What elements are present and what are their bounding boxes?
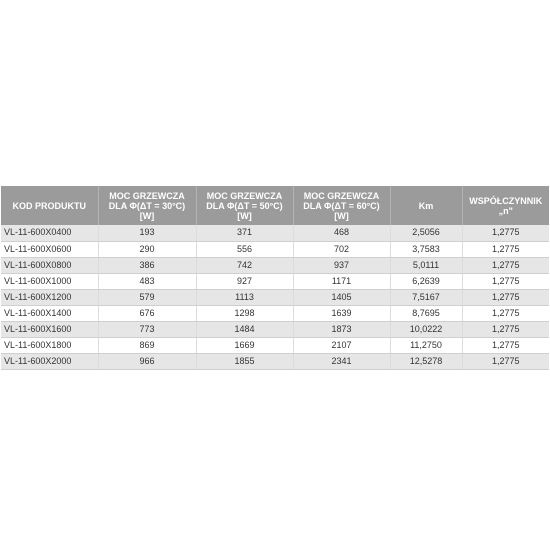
cell-km: 2,5056 [390, 225, 462, 241]
cell-coefficient-n: 1,2775 [462, 321, 549, 337]
table-row [1, 273, 549, 289]
cell-output-60: 2107 [293, 337, 390, 353]
table-row [1, 353, 549, 369]
header-row [1, 186, 549, 225]
cell-output-30: 966 [98, 353, 196, 369]
cell-output-60: 1405 [293, 289, 390, 305]
header-km [390, 186, 462, 225]
cell-km: 10,0222 [390, 321, 462, 337]
header-line: WSPÓŁCZYNNIK [469, 195, 543, 206]
cell-coefficient-n: 1,2775 [462, 225, 549, 241]
header-heat-output-30 [98, 186, 196, 225]
cell-km: 11,2750 [390, 337, 462, 353]
cell-output-50: 927 [196, 273, 293, 289]
cell-coefficient-n: 1,2775 [462, 257, 549, 273]
table-row [1, 289, 549, 305]
cell-output-30: 290 [98, 241, 196, 257]
header-line: „n" [498, 205, 513, 216]
cell-output-50: 1113 [196, 289, 293, 305]
cell-output-30: 193 [98, 225, 196, 241]
cell-output-60: 937 [293, 257, 390, 273]
cell-product-code: VL-11-600X0800 [1, 257, 98, 273]
cell-output-30: 386 [98, 257, 196, 273]
cell-product-code: VL-11-600X1000 [1, 273, 98, 289]
header-line: [W] [237, 210, 252, 221]
cell-output-50: 1669 [196, 337, 293, 353]
cell-product-code: VL-11-600X0400 [1, 225, 98, 241]
cell-output-60: 702 [293, 241, 390, 257]
cell-output-50: 1484 [196, 321, 293, 337]
cell-product-code: VL-11-600X1200 [1, 289, 98, 305]
cell-output-30: 773 [98, 321, 196, 337]
table-row [1, 305, 549, 321]
cell-coefficient-n: 1,2775 [462, 273, 549, 289]
product-spec-table [1, 186, 549, 370]
cell-km: 7,5167 [390, 289, 462, 305]
table-header [1, 186, 549, 225]
cell-product-code: VL-11-600X2000 [1, 353, 98, 369]
header-line: [W] [139, 210, 155, 221]
header-heat-output-60 [293, 186, 390, 225]
header-line: MOC GRZEWCZA [206, 190, 283, 201]
header-coefficient-n [462, 186, 549, 225]
header-line: MOC GRZEWCZA [303, 190, 380, 201]
cell-output-60: 468 [293, 225, 390, 241]
cell-output-30: 869 [98, 337, 196, 353]
header-line: KOD PRODUKTU [12, 200, 86, 211]
table-body [1, 225, 549, 369]
header-line: DLA Φ(ΔT = 60°C) [303, 200, 380, 211]
cell-product-code: VL-11-600X1800 [1, 337, 98, 353]
header-product-code [1, 186, 98, 225]
cell-output-60: 1171 [293, 273, 390, 289]
cell-coefficient-n: 1,2775 [462, 337, 549, 353]
cell-product-code: VL-11-600X1400 [1, 305, 98, 321]
cell-km: 3,7583 [390, 241, 462, 257]
table-row [1, 225, 549, 241]
cell-output-60: 2341 [293, 353, 390, 369]
cell-coefficient-n: 1,2775 [462, 289, 549, 305]
table-row [1, 257, 549, 273]
header-line: DLA Φ(ΔT = 50°C) [206, 200, 283, 211]
cell-km: 5,0111 [390, 257, 462, 273]
cell-km: 12,5278 [390, 353, 462, 369]
table-row [1, 321, 549, 337]
header-line: [W] [334, 210, 349, 221]
cell-output-60: 1873 [293, 321, 390, 337]
cell-output-30: 579 [98, 289, 196, 305]
cell-product-code: VL-11-600X0600 [1, 241, 98, 257]
cell-coefficient-n: 1,2775 [462, 305, 549, 321]
cell-output-50: 1298 [196, 305, 293, 321]
cell-product-code: VL-11-600X1600 [1, 321, 98, 337]
cell-output-50: 1855 [196, 353, 293, 369]
cell-km: 6,2639 [390, 273, 462, 289]
cell-km: 8,7695 [390, 305, 462, 321]
cell-output-50: 742 [196, 257, 293, 273]
cell-output-30: 676 [98, 305, 196, 321]
header-line: DLA Φ(ΔT = 30°C) [108, 200, 186, 211]
cell-coefficient-n: 1,2775 [462, 241, 549, 257]
header-heat-output-50 [196, 186, 293, 225]
header-line: MOC GRZEWCZA [109, 190, 185, 201]
cell-output-60: 1639 [293, 305, 390, 321]
cell-output-50: 371 [196, 225, 293, 241]
cell-output-50: 556 [196, 241, 293, 257]
cell-coefficient-n: 1,2775 [462, 353, 549, 369]
table-row [1, 241, 549, 257]
table-row [1, 337, 549, 353]
header-line: Km [418, 200, 434, 211]
cell-output-30: 483 [98, 273, 196, 289]
